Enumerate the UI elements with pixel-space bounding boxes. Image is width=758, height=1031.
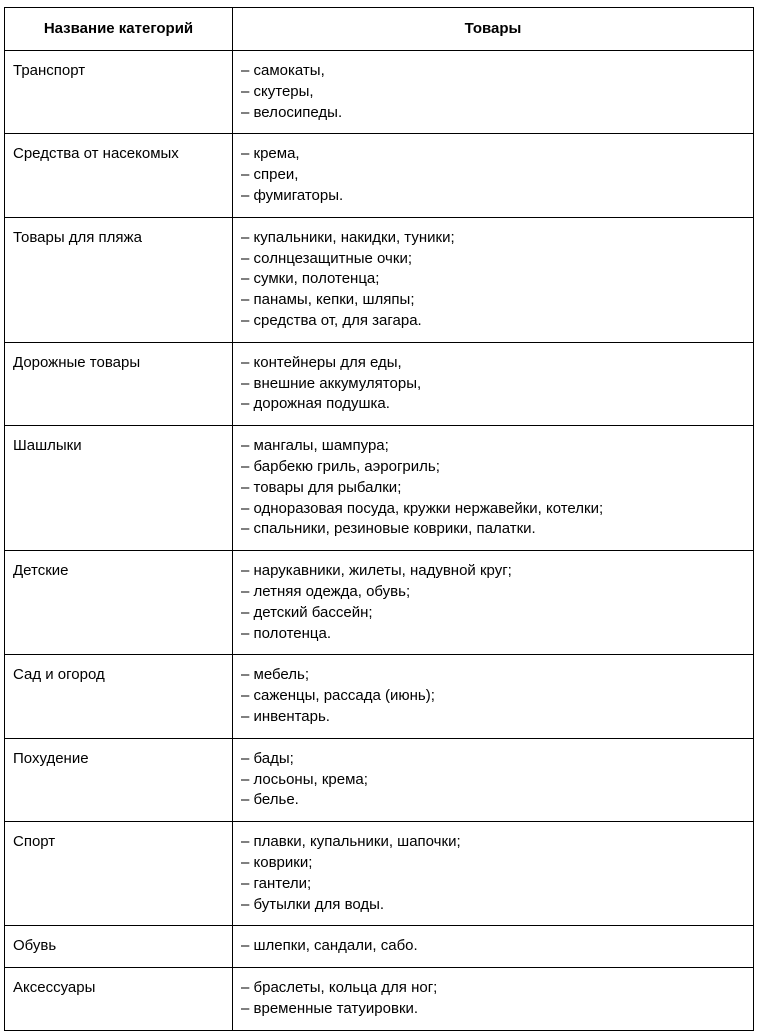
category-cell: Обувь xyxy=(5,926,233,968)
goods-item: – велосипеды. xyxy=(241,103,343,121)
goods-item: – шлепки, сандали, сабо. xyxy=(241,937,418,955)
goods-item: – лосьоны, крема; xyxy=(241,770,368,788)
table-row xyxy=(5,822,754,926)
goods-item: – летняя одежда, обувь; xyxy=(241,582,411,600)
goods-item: – спальники, резиновые коврики, палатки. xyxy=(241,520,536,538)
goods-cell xyxy=(233,426,754,551)
table-header-row xyxy=(5,8,754,51)
goods-cell xyxy=(233,968,754,1031)
table-row xyxy=(5,217,754,342)
goods-item: – бады; xyxy=(241,749,294,767)
goods-item: – мангалы, шампура; xyxy=(241,437,389,455)
goods-cell xyxy=(233,822,754,926)
header-goods: Товары xyxy=(233,8,754,51)
goods-cell xyxy=(233,926,754,968)
category-cell: Шашлыки xyxy=(5,426,233,551)
goods-item: – белье. xyxy=(241,791,299,809)
category-cell: Спорт xyxy=(5,822,233,926)
category-cell: Сад и огород xyxy=(5,655,233,738)
category-cell: Средства от насекомых xyxy=(5,134,233,217)
category-cell: Транспорт xyxy=(5,51,233,134)
goods-item: – дорожная подушка. xyxy=(241,395,390,413)
header-category: Название категорий xyxy=(5,8,233,51)
goods-cell xyxy=(233,51,754,134)
table-row xyxy=(5,738,754,821)
goods-item: – фумигаторы. xyxy=(241,186,344,204)
goods-item: – нарукавники, жилеты, надувной круг; xyxy=(241,562,512,580)
goods-item: – браслеты, кольца для ног; xyxy=(241,979,438,997)
goods-item: – одноразовая посуда, кружки нержавейки, котелки; xyxy=(241,499,604,517)
goods-item: – солнцезащитные очки; xyxy=(241,249,412,267)
category-cell: Детские xyxy=(5,551,233,655)
category-cell: Товары для пляжа xyxy=(5,217,233,342)
goods-item: – бутылки для воды. xyxy=(241,895,385,913)
table-row xyxy=(5,926,754,968)
goods-item: – средства от, для загара. xyxy=(241,311,422,329)
table-row xyxy=(5,426,754,551)
table-row xyxy=(5,134,754,217)
category-cell: Аксессуары xyxy=(5,968,233,1031)
category-cell: Дорожные товары xyxy=(5,342,233,425)
table-row xyxy=(5,551,754,655)
goods-item: – саженцы, рассада (июнь); xyxy=(241,687,435,705)
table-row xyxy=(5,51,754,134)
goods-cell xyxy=(233,342,754,425)
table-row xyxy=(5,342,754,425)
goods-item: – купальники, накидки, туники; xyxy=(241,228,455,246)
table-row xyxy=(5,655,754,738)
goods-item: – панамы, кепки, шляпы; xyxy=(241,291,415,309)
goods-item: – спреи, xyxy=(241,166,299,184)
goods-item: – мебель; xyxy=(241,666,309,684)
goods-item: – коврики; xyxy=(241,853,313,871)
goods-item: – полотенца. xyxy=(241,624,332,642)
goods-cell xyxy=(233,655,754,738)
goods-item: – крема, xyxy=(241,145,300,163)
goods-item: – детский бассейн; xyxy=(241,603,373,621)
goods-item: – товары для рыбалки; xyxy=(241,478,402,496)
goods-item: – самокаты, xyxy=(241,62,325,79)
goods-cell xyxy=(233,217,754,342)
table-body xyxy=(5,51,754,1031)
goods-cell xyxy=(233,551,754,655)
table-row xyxy=(5,968,754,1031)
goods-item: – скутеры, xyxy=(241,82,314,100)
goods-item: – инвентарь. xyxy=(241,707,330,725)
goods-item: – внешние аккумуляторы, xyxy=(241,374,422,392)
goods-item: – временные татуировки. xyxy=(241,999,419,1017)
goods-cell xyxy=(233,738,754,821)
goods-cell xyxy=(233,134,754,217)
goods-item: – плавки, купальники, шапочки; xyxy=(241,833,461,851)
goods-item: – контейнеры для еды, xyxy=(241,353,402,371)
goods-item: – гантели; xyxy=(241,874,312,892)
goods-item: – сумки, полотенца; xyxy=(241,270,380,288)
category-cell: Похудение xyxy=(5,738,233,821)
goods-item: – барбекю гриль, аэрогриль; xyxy=(241,457,440,475)
category-table xyxy=(4,7,754,1031)
